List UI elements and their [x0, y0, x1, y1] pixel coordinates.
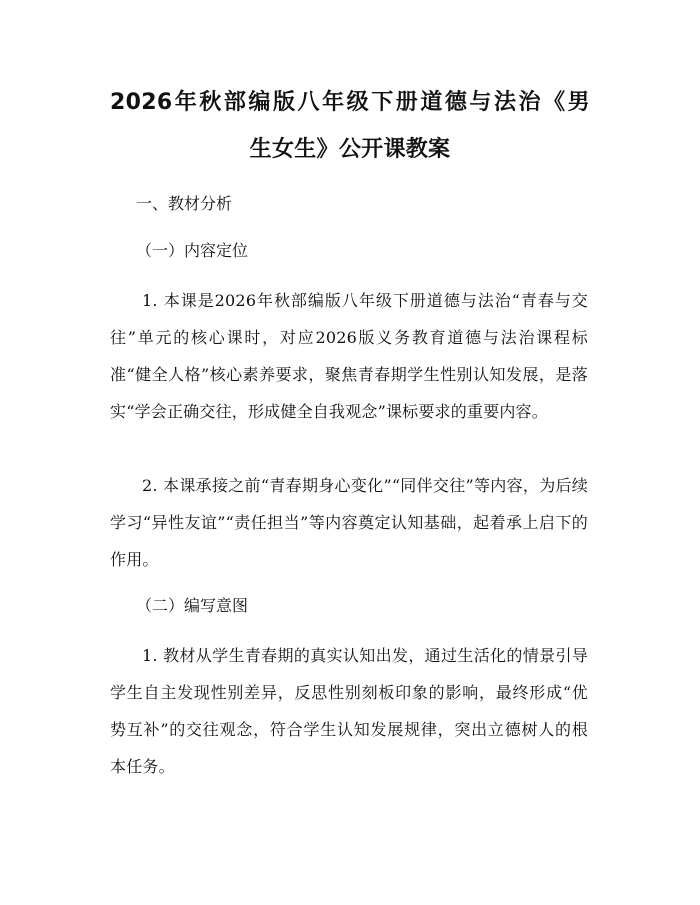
- paragraph-content-positioning-2: 2. 本课承接之前“青春期身心变化”“同伴交往”等内容，为后续学习“异性友谊”“责任担当”等内容奠定认知基础，起着承上启下的作用。: [110, 476, 588, 569]
- subsection-heading-content-positioning: （一）内容定位: [136, 241, 249, 260]
- subsection-heading-writing-intent: （二）编写意图: [136, 596, 249, 615]
- section-heading-textbook-analysis: 一、教材分析: [136, 194, 233, 213]
- document-title-line-2: 生女生》公开课教案: [249, 137, 451, 162]
- document-title-line-1: 2026年秋部编版八年级下册道德与法治《男: [110, 90, 590, 115]
- paragraph-content-positioning-1: 1. 本课是2026年秋部编版八年级下册道德与法治“青春与交往”单元的核心课时，对应2026版义务教育道德与法治课程标准“健全人格”核心素养要求，聚焦青春期学生性别认知发展，是落实“学会正确交往，形成健全自我观念”课标要求的重要内容。: [110, 291, 588, 421]
- paragraph-writing-intent-1: 1. 教材从学生青春期的真实认知出发，通过生活化的情景引导学生自主发现性别差异，反思性别刻板印象的影响，最终形成“优势互补”的交往观念，符合学生认知发展规律，突出立德树人的根本任务。: [110, 646, 588, 776]
